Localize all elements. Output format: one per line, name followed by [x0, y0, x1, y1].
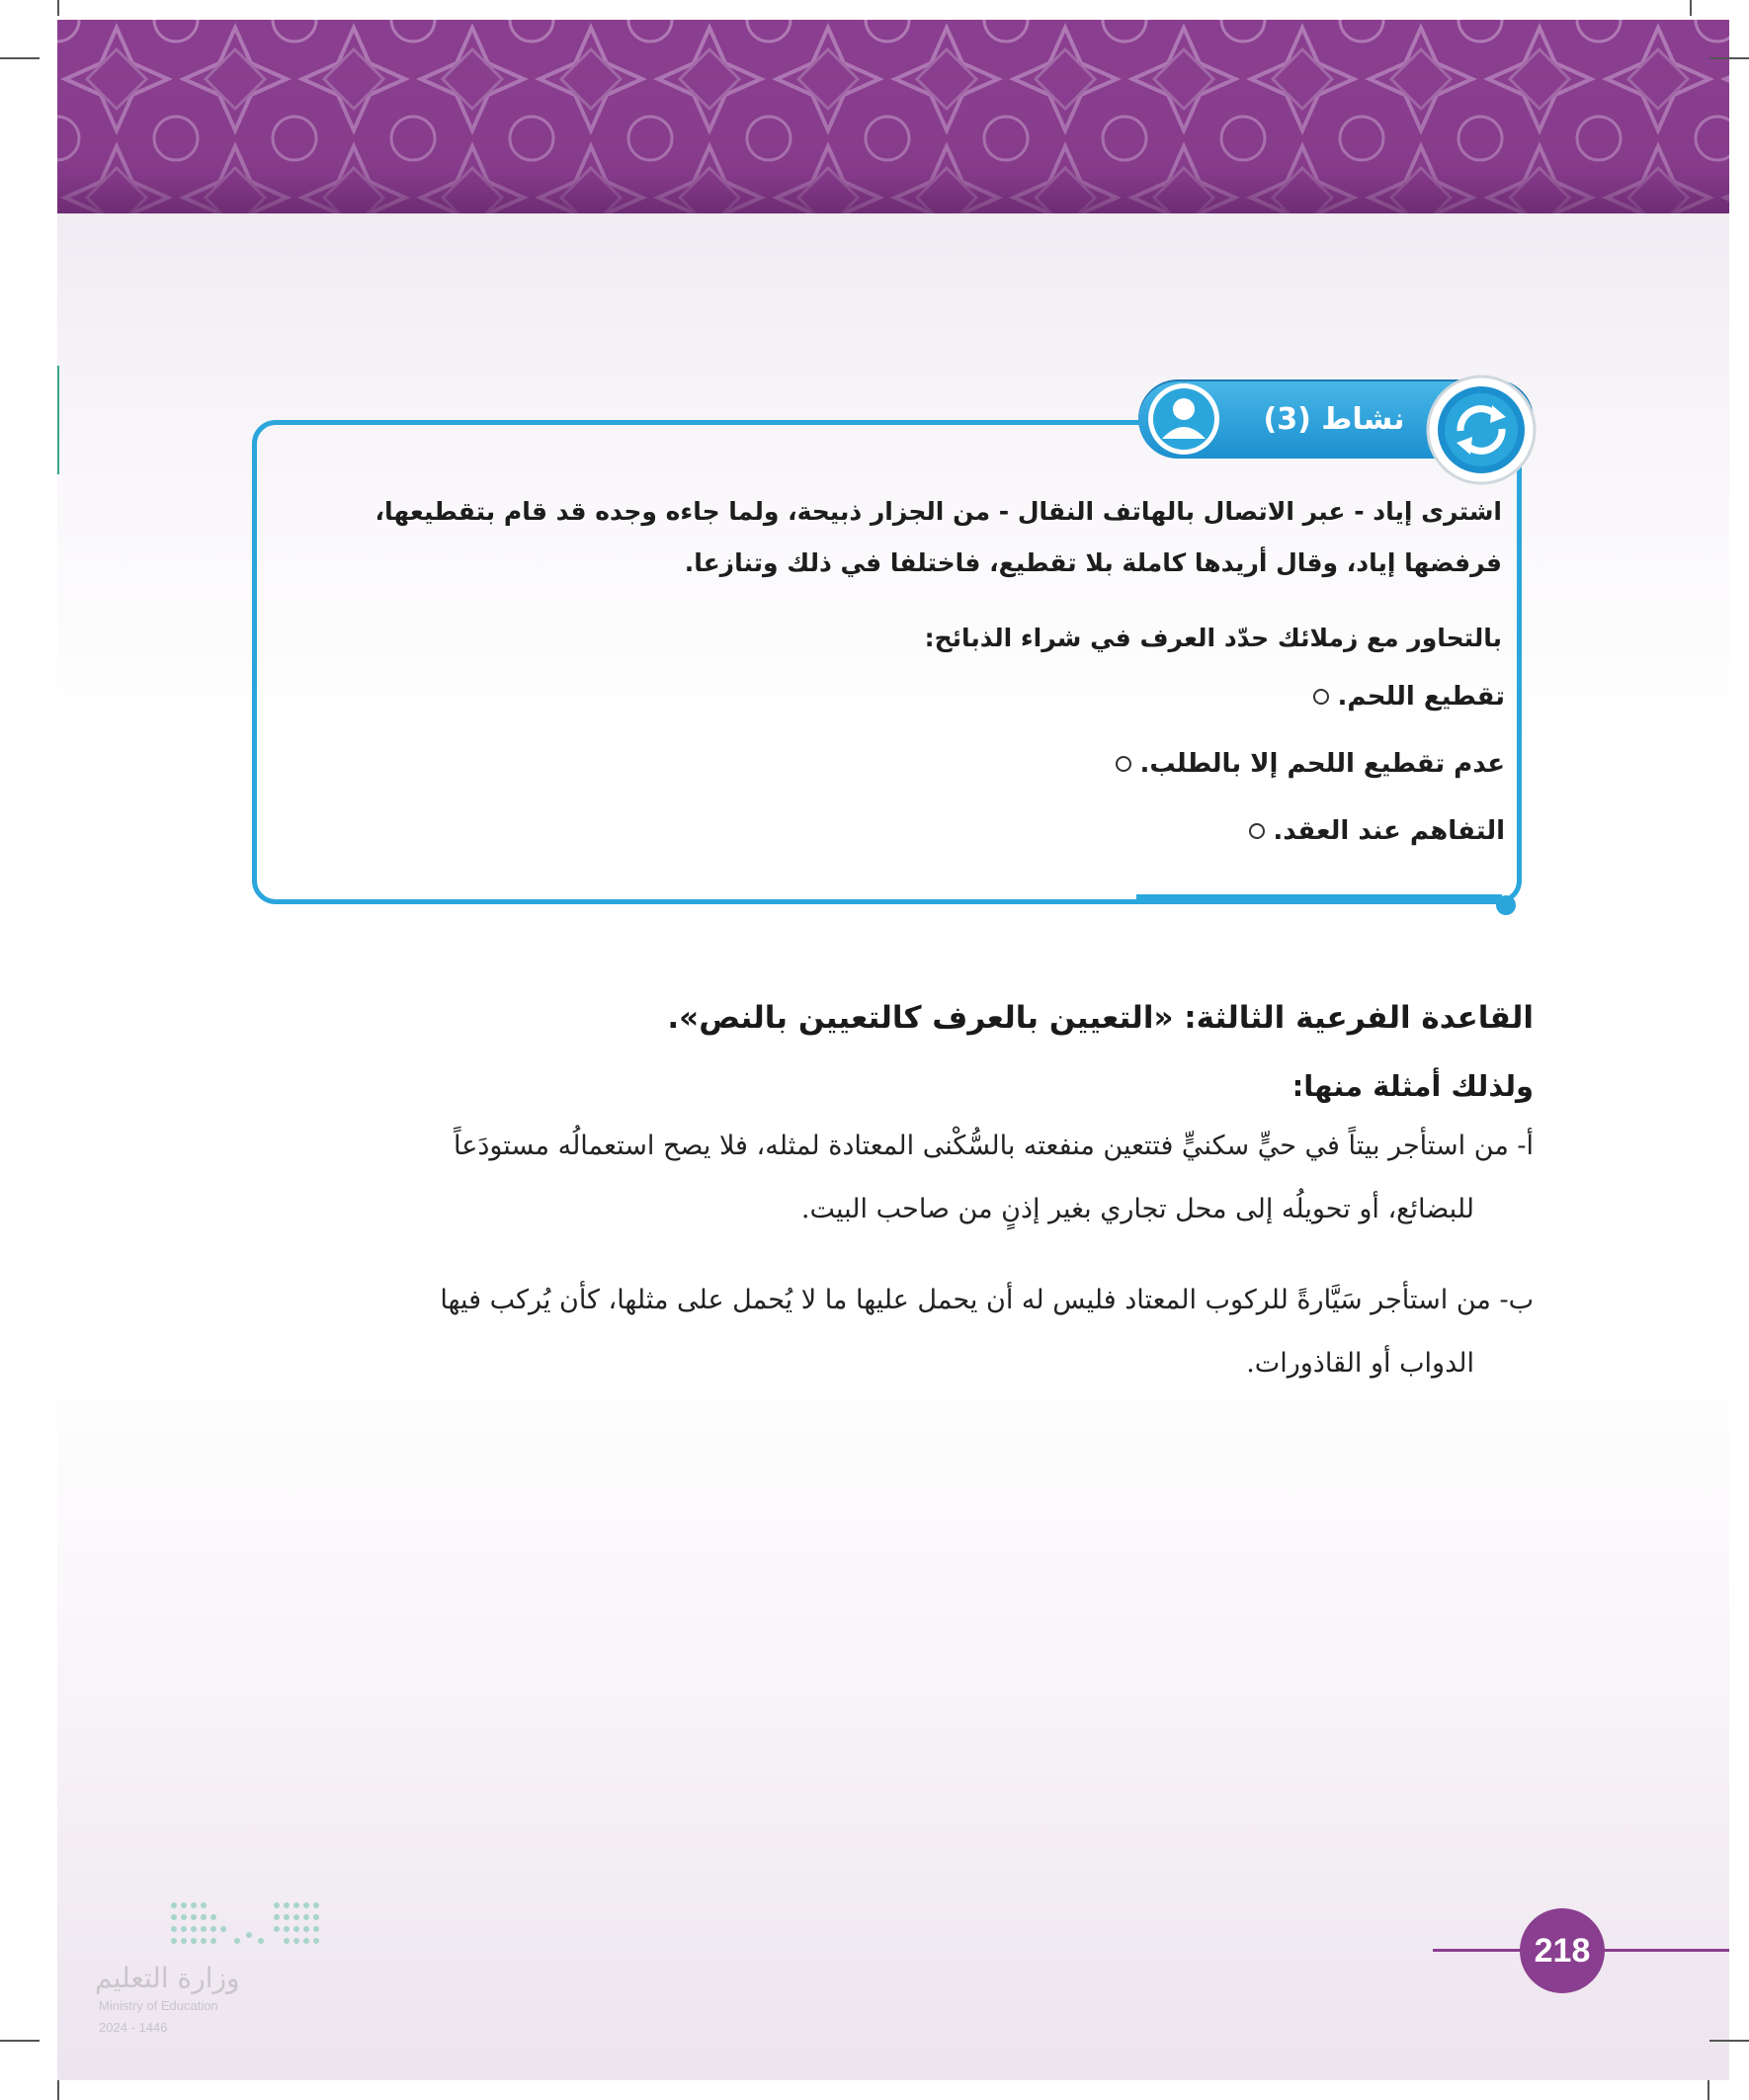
example-line: أ- من استأجر بيتاً في حيٍّ سكنيٍّ فتتعين منفعته بالسُّكْنى المعتادة لمثله، فلا يصح استعمالُه مستودَعاً [454, 1131, 1534, 1161]
example-line: ب- من استأجر سَيَّارةً للركوب المعتاد فليس له أن يحمل عليها ما لا يُحمل على مثلها، كأن يُركب فيها [440, 1285, 1534, 1315]
user-avatar-icon [1144, 379, 1223, 459]
example-line-continued: للبضائع، أو تحويلُه إلى محل تجاري بغير إذنٍ من صاحب البيت. [800, 1194, 1474, 1224]
ministry-year: 2024 - 1446 [99, 2020, 168, 2035]
example-paragraph [249, 1115, 1534, 1241]
crop-mark [0, 2040, 40, 2042]
activity-option-label: التفاهم عند العقد. [1273, 816, 1505, 846]
crop-mark [57, 0, 59, 16]
activity-scenario-line1: اشترى إياد - عبر الاتصال بالهاتف النقال - من الجزار ذبيحة، ولما جاءه وجده قد قام بتقطيعها، [375, 497, 1502, 526]
option-circle-icon [1116, 756, 1131, 772]
activity-prompt: بالتحاور مع زملائك حدّد العرف في شراء الذبائح: [924, 624, 1502, 652]
ministry-name-arabic: وزارة التعليم [95, 1962, 240, 1994]
activity-option [1249, 816, 1505, 846]
activity-box-dot [1496, 895, 1516, 915]
header-pattern-band [57, 20, 1729, 213]
rule-heading: القاعدة الفرعية الثالثة: «التعيين بالعرف كالتعيين بالنص». [667, 1000, 1534, 1036]
refresh-icon [1423, 372, 1540, 488]
geometric-pattern-icon [57, 20, 1729, 213]
activity-option [1313, 682, 1505, 712]
activity-option [1116, 749, 1505, 779]
ministry-name-english: Ministry of Education [99, 1998, 218, 2013]
example-paragraph [249, 1269, 1534, 1395]
page-number-rule-right [1603, 1949, 1729, 1952]
crop-mark [57, 2080, 59, 2100]
crop-mark [1709, 57, 1749, 59]
activity-option-label: عدم تقطيع اللحم إلا بالطلب. [1139, 749, 1505, 779]
crop-mark [1709, 2040, 1749, 2042]
page-background [57, 20, 1729, 2080]
page-number-rule-left [1433, 1949, 1522, 1952]
activity-title: نشاط (3) [1263, 401, 1405, 437]
margin-marker [57, 366, 59, 474]
crop-mark [0, 57, 40, 59]
activity-scenario-line2: فرفضها إياد، وقال أريدها كاملة بلا تقطيع، فاختلفا في ذلك وتنازعا. [684, 548, 1502, 577]
option-circle-icon [1313, 689, 1329, 705]
crop-mark [1690, 0, 1692, 16]
crop-mark [1707, 2080, 1709, 2100]
option-circle-icon [1249, 823, 1265, 839]
examples-heading: ولذلك أمثلة منها: [1291, 1069, 1534, 1103]
example-line-continued: الدواب أو القاذورات. [1246, 1348, 1474, 1379]
activity-option-label: تقطيع اللحم. [1337, 682, 1505, 712]
activity-box-bottom-line [1136, 894, 1502, 899]
page-number: 218 [1520, 1908, 1605, 1993]
ministry-logo-icon [168, 1897, 326, 1961]
